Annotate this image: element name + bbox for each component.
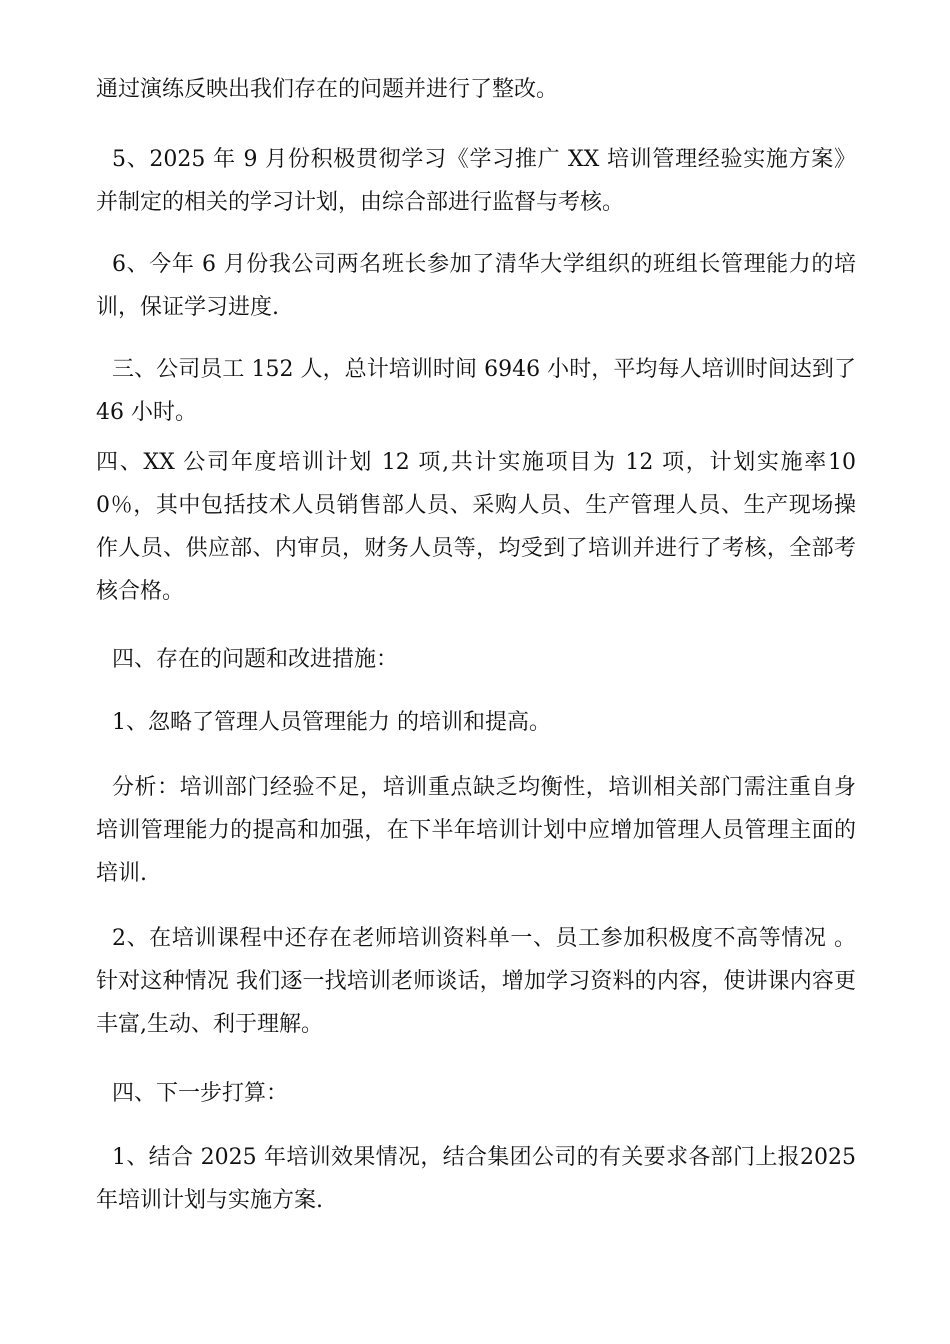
paragraph-item-6-team-leader-training: 6、今年 6 月份我公司两名班长参加了清华大学组织的班组长管理能力的培训，保证学习进度. bbox=[96, 252, 856, 320]
paragraph-next-step-1: 1、结合 2025 年培训效果情况，结合集团公司的有关要求各部门上报2025 年培训计划与实施方案. bbox=[96, 1145, 856, 1213]
paragraph-section-4-annual-plan: 四、XX 公司年度培训计划 12 项,共计实施项目为 12 项，计划实施率100％，其中包括技术人员销售部人员、采购人员、生产管理人员、生产现场操作人员、供应部、内审员，财务人员等，均受到了培训并进行了考核，全部考核合格。 bbox=[96, 450, 856, 604]
heading-problems-and-improvements: 四、存在的问题和改进措施： bbox=[112, 647, 399, 672]
paragraph-problem-2: 2、在培训课程中还存在老师培训资料单一、员工参加积极度不高等情况 。针对这种情况 我们逐一找培训老师谈话，增加学习资料的内容，使讲课内容更丰富,生动、利于理解。 bbox=[96, 926, 856, 1037]
paragraph-section-3-staff-hours: 三、公司员工 152 人，总计培训时间 6946 小时，平均每人培训时间达到了 46 小时。 bbox=[96, 357, 856, 425]
paragraph-problem-1: 1、忽略了管理人员管理能力 的培训和提高。 bbox=[112, 710, 551, 735]
paragraph-item-5-study-plan: 5、2025 年 9 月份积极贯彻学习《学习推广 XX 培训管理经验实施方案》并制定的相关的学习计划，由综合部进行监督与考核。 bbox=[96, 147, 856, 215]
heading-next-steps: 四、下一步打算： bbox=[112, 1081, 289, 1106]
paragraph-analysis: 分析：培训部门经验不足，培训重点缺乏均衡性，培训相关部门需注重自身培训管理能力的提高和加强，在下半年培训计划中应增加管理人员管理主面的培训. bbox=[96, 775, 856, 886]
paragraph-drill-rectification: 通过演练反映出我们存在的问题并进行了整改。 bbox=[96, 77, 559, 102]
